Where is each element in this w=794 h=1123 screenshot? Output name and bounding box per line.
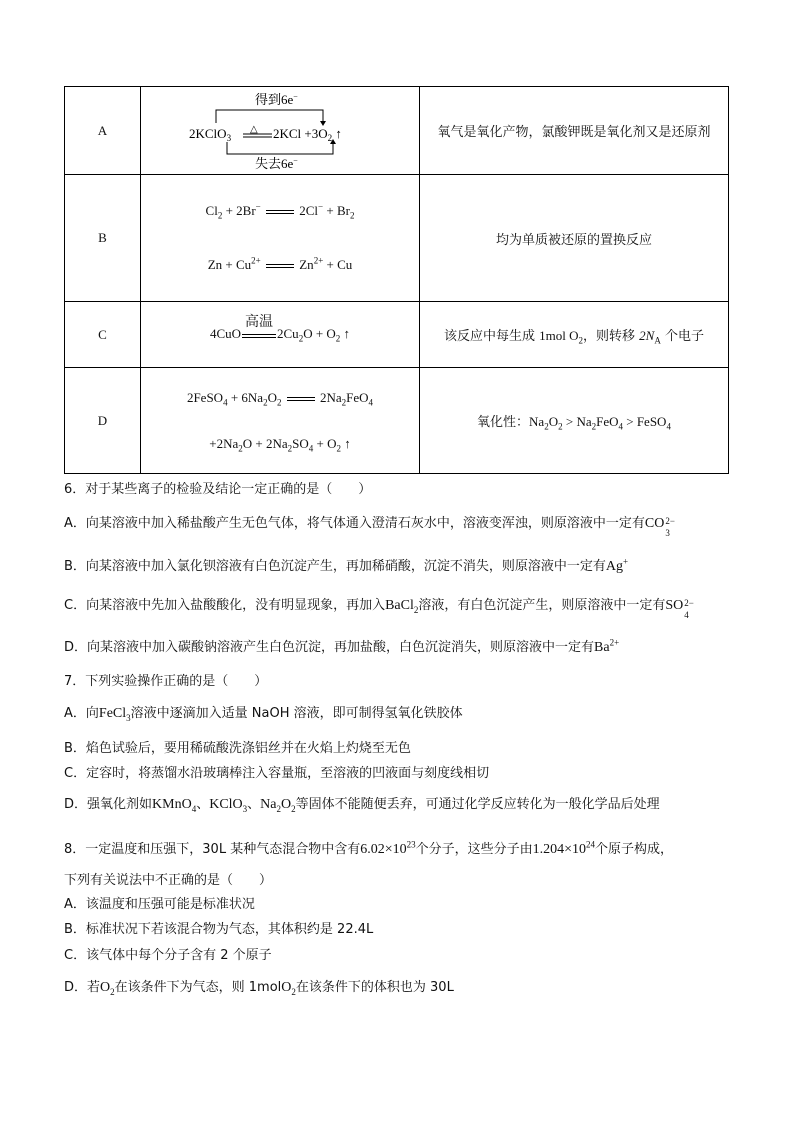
row-label-b: B — [65, 175, 141, 302]
electron-transfer-equation-a — [141, 87, 420, 175]
question8-option-d: D．若$O_2$在该条件下为气态，则 1molO$_2$在该条件下的体积也为 30L — [64, 980, 454, 997]
question7-option-c: C．定容时，将蒸馏水沿玻璃棒注入容量瓶，至溶液的凹液面与刻度线相切 — [64, 766, 490, 781]
high-temperature-condition: 高温 — [245, 314, 274, 330]
svg-text:2KCl +3O2 ↑: $2KCl +3O_2$ ↑ — [273, 125, 342, 143]
equation-b2: $Zn + Cu^{2+}$ $Zn^{2+} + Cu$ — [207, 255, 353, 272]
row-label-a: A — [65, 87, 141, 175]
question7-option-b: B．焰色试验后，要用稀硫酸洗涤铝丝并在火焰上灼烧至无色 — [64, 741, 411, 756]
question8-stem-line1: 8．一定温度和压强下，30L 某种气态混合物中含有$6.02\times 10^{23}$个分子，这些分子由$1.204\times 10^{24}$个原子构成， — [64, 839, 674, 857]
question8-option-b: B．标准状况下若该混合物为气态，其体积约是 22.4L — [64, 922, 374, 937]
equation-d1: 2FeSO$_4$ + $6Na_2O_2$ $2Na_2FeO_4$ — [186, 389, 374, 408]
equation-d2: $+2Na_2O + 2Na_2SO_4 + O_2$ ↑ — [209, 435, 351, 454]
row-label-d: D — [65, 368, 141, 474]
question6-option-d: D．向某溶液中加入碳酸钠溶液产生白色沉淀，再加盐酸，白色沉淀消失，则原溶液中一定有$Ba^{2+}$ — [64, 637, 620, 655]
table-row-b — [65, 175, 729, 302]
equation-b1: $Cl_2 + 2Br^-$ $2Cl^- + Br_2$ — [205, 201, 355, 221]
description-b: 均为单质被还原的置换反应 — [420, 175, 729, 302]
equation-c: 4CuO 高温 $2Cu_2O + O_2$ ↑ — [141, 302, 420, 368]
question5-table — [64, 86, 729, 474]
equations-d — [141, 368, 420, 474]
question6-option-a: A．向某溶液中加入稀盐酸产生无色气体，将气体通入澄清石灰水中，溶液变浑浊，则原溶液中一定有CO 2− 3 — [64, 516, 675, 538]
question7-option-d: D．强氧化剂如KMnO$_4$、KClO$_3$、$Na_2O_2$等固体不能随便丢弃，可通过化学反应转化为一般化学品后处理 — [64, 797, 660, 814]
equation-a-text: 2KClO$_3$ — [189, 125, 232, 143]
gain-electron-label: 得到6e− — [255, 91, 298, 107]
question6-option-b: B．向某溶液中加入氯化钡溶液有白色沉淀产生，再加稀硝酸，沉淀不消失，则原溶液中一定有Ag+ — [64, 556, 629, 574]
equations-b — [141, 175, 420, 302]
question8-option-c: C．该气体中每个分子含有 2 个原子 — [64, 948, 272, 963]
lose-electron-label: 失去6e− — [255, 155, 298, 171]
question7-stem: 7．下列实验操作正确的是（ ） — [64, 674, 268, 689]
question6-option-c: C．向某溶液中先加入盐酸酸化，没有明显现象，再加入BaCl$_2$溶液，有白色沉淀产生，则原溶液中一定有SO 2− 4 — [64, 598, 694, 620]
description-c: 该反应中每生成 1mol $O_2$，则转移 $2N_A$ 个电子 — [420, 302, 729, 368]
table-row-a — [65, 87, 729, 175]
description-a: 氧气是氧化产物，氯酸钾既是氧化剂又是还原剂 — [420, 87, 729, 175]
row-label-c: C — [65, 302, 141, 368]
question6-stem: 6．对于某些离子的检验及结论一定正确的是（ ） — [64, 482, 372, 497]
description-d: 氧化性：$Na_2O_2 > Na_2FeO_4$ > FeSO$_4$ — [420, 368, 729, 474]
table-row-c — [65, 302, 729, 368]
table-row-d — [65, 368, 729, 474]
question8-stem-line2: 下列有关说法中不正确的是（ ） — [64, 873, 273, 888]
question7-option-a: A．向FeCl$_3$溶液中逐滴加入适量 NaOH 溶液，即可制得氢氧化铁胶体 — [64, 706, 463, 723]
question8-option-a: A．该温度和压强可能是标准状况 — [64, 897, 255, 912]
electron-transfer-diagram — [180, 91, 380, 171]
heat-symbol: △ — [250, 123, 258, 135]
